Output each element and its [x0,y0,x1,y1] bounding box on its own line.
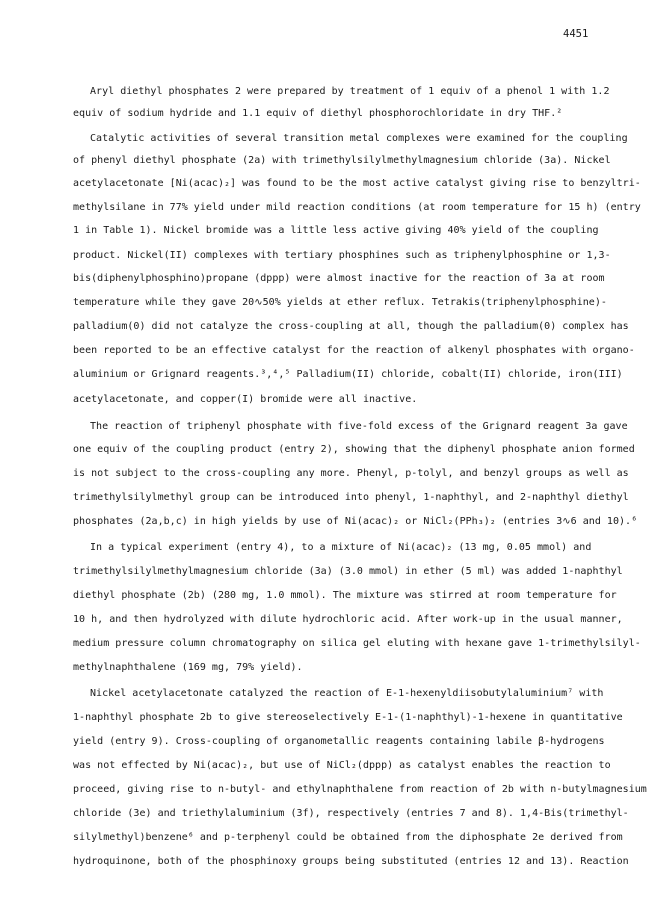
text-line: 1-naphthyl phosphate 2b to give stereoselectively E-1-(1-naphthyl)-1-hexene in quantitative [73,712,623,723]
text-line: trimethylsilylmethyl group can be introduced into phenyl, 1-naphthyl, and 2-naphthyl diethyl [73,492,629,503]
text-line: of phenyl diethyl phosphate (2a) with trimethylsilylmethylmagnesium chloride (3a). Nickel [73,155,611,166]
text-line: trimethylsilylmethylmagnesium chloride (3a) (3.0 mmol) in ether (5 ml) was added 1-naphthyl [73,566,623,577]
page-number: 4451 [563,28,589,40]
text-line: medium pressure column chromatography on silica gel eluting with hexane gave 1-trimethylsilyl- [73,638,641,649]
text-line: was not effected by Ni(acac)₂, but use of NiCl₂(dppp) as catalyst enables the reaction to [73,760,611,771]
text-line: temperature while they gave 20∿50% yields at ether reflux. Tetrakis(triphenylphosphine)- [73,297,607,308]
text-line: 10 h, and then hydrolyzed with dilute hydrochloric acid. After work-up in the usual manner, [73,614,623,625]
text-line: silylmethyl)benzene⁶ and p-terphenyl could be obtained from the diphosphate 2e derived from [73,832,623,843]
text-line: bis(diphenylphosphino)propane (dppp) were almost inactive for the reaction of 3a at room [73,273,605,284]
text-line: one equiv of the coupling product (entry 2), showing that the diphenyl phosphate anion formed [73,444,635,455]
text-line: The reaction of triphenyl phosphate with five-fold excess of the Grignard reagent 3a gave [90,421,628,432]
text-line: equiv of sodium hydride and 1.1 equiv of diethyl phosphorochloridate in dry THF.² [73,108,563,119]
text-line: is not subject to the cross-coupling any more. Phenyl, p-tolyl, and benzyl groups as well as [73,468,629,479]
text-line: 1 in Table 1). Nickel bromide was a little less active giving 40% yield of the coupling [73,225,599,236]
text-line: Catalytic activities of several transition metal complexes were examined for the coupling [90,133,628,144]
text-line: acetylacetonate, and copper(I) bromide were all inactive. [73,394,418,405]
text-line: aluminium or Grignard reagents.³,⁴,⁵ Palladium(II) chloride, cobalt(II) chloride, iron(III) [73,369,623,380]
text-line: phosphates (2a,b,c) in high yields by use of Ni(acac)₂ or NiCl₂(PPh₃)₂ (entries 3∿6 and 10).⁶ [73,516,638,527]
text-line: acetylacetonate [Ni(acac)₂] was found to be the most active catalyst giving rise to benzyltri- [73,178,641,189]
text-line: been reported to be an effective catalyst for the reaction of alkenyl phosphates with organo- [73,345,635,356]
text-line: In a typical experiment (entry 4), to a mixture of Ni(acac)₂ (13 mg, 0.05 mmol) and [90,542,592,553]
text-line: Aryl diethyl phosphates 2 were prepared by treatment of 1 equiv of a phenol 1 with 1.2 [90,86,610,97]
text-line: proceed, giving rise to n-butyl- and ethylnaphthalene from reaction of 2b with n-butylmagnesium [73,784,647,795]
text-line: methylsilane in 77% yield under mild reaction conditions (at room temperature for 15 h) (entry [73,202,641,213]
text-line: diethyl phosphate (2b) (280 mg, 1.0 mmol). The mixture was stirred at room temperature for [73,590,617,601]
text-line: Nickel acetylacetonate catalyzed the reaction of E-1-hexenyldiisobutylaluminium⁷ with [90,688,604,699]
text-line: palladium(0) did not catalyze the cross-coupling at all, though the palladium(0) complex has [73,321,629,332]
text-line: hydroquinone, both of the phosphinoxy groups being substituted (entries 12 and 13). Reaction [73,856,629,867]
text-line: methylnaphthalene (169 mg, 79% yield). [73,662,303,673]
text-line: yield (entry 9). Cross-coupling of organometallic reagents containing labile β-hydrogens [73,736,605,747]
text-line: chloride (3e) and triethylaluminium (3f), respectively (entries 7 and 8). 1,4-Bis(trimethyl- [73,808,629,819]
text-line: product. Nickel(II) complexes with tertiary phosphines such as triphenylphosphine or 1,3- [73,250,611,261]
